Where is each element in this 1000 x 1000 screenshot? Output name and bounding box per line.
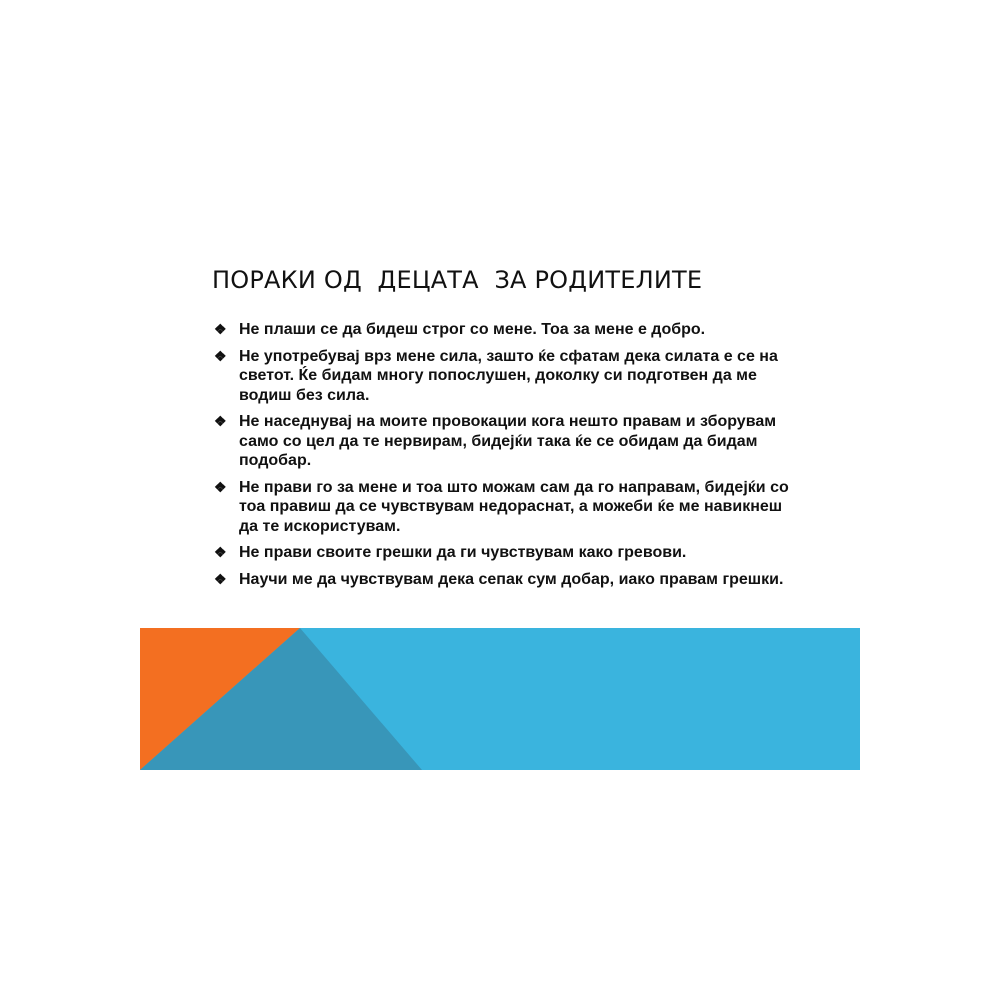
list-item: [214, 570, 804, 590]
bullet-text: Не прави го за мене и тоа што можам сам да го направам, бидејќи со тоа правиш да се чувствувам недораснат, а можеби ќе ме навикнеш да те искористувам.: [239, 478, 789, 535]
slide: [140, 230, 860, 770]
four-diamond-bullet-icon: ❖: [214, 570, 227, 587]
list-item: [214, 347, 804, 406]
list-item: [214, 543, 804, 563]
four-diamond-bullet-icon: ❖: [214, 478, 227, 495]
bullet-text: Не употребувај врз мене сила, зашто ќе сфатам дека силата е се на светот. Ќе бидам многу попослушен, доколку си подготвен да ме водиш без сила.: [239, 347, 778, 404]
decorative-banner: [140, 628, 860, 770]
bullet-text: Научи ме да чувствувам дека сепак сум добар, иако правам грешки.: [239, 570, 784, 588]
four-diamond-bullet-icon: ❖: [214, 544, 227, 560]
bullet-text: Не плаши се да бидеш строг со мене. Тоа за мене е добро.: [239, 321, 706, 338]
bullet-text: Не наседнувај на моите провокации кога нешто правам и зборувам само со цел да те нервирам, бидејќи така ќе се обидам да бидам подобар.: [239, 413, 777, 469]
four-diamond-bullet-icon: ❖: [214, 347, 227, 364]
bullet-text: Не прави своите грешки да ги чувствувам како гревови.: [239, 544, 687, 561]
slide-title: ПОРАКИ ОД ДЕЦАТА ЗА РОДИТЕЛИТЕ: [212, 266, 703, 294]
list-item: [214, 478, 804, 537]
list-item: [214, 412, 804, 471]
four-diamond-bullet-icon: ❖: [214, 321, 227, 337]
four-diamond-bullet-icon: ❖: [214, 413, 227, 429]
bullet-list: [214, 320, 804, 596]
list-item: [214, 320, 804, 340]
